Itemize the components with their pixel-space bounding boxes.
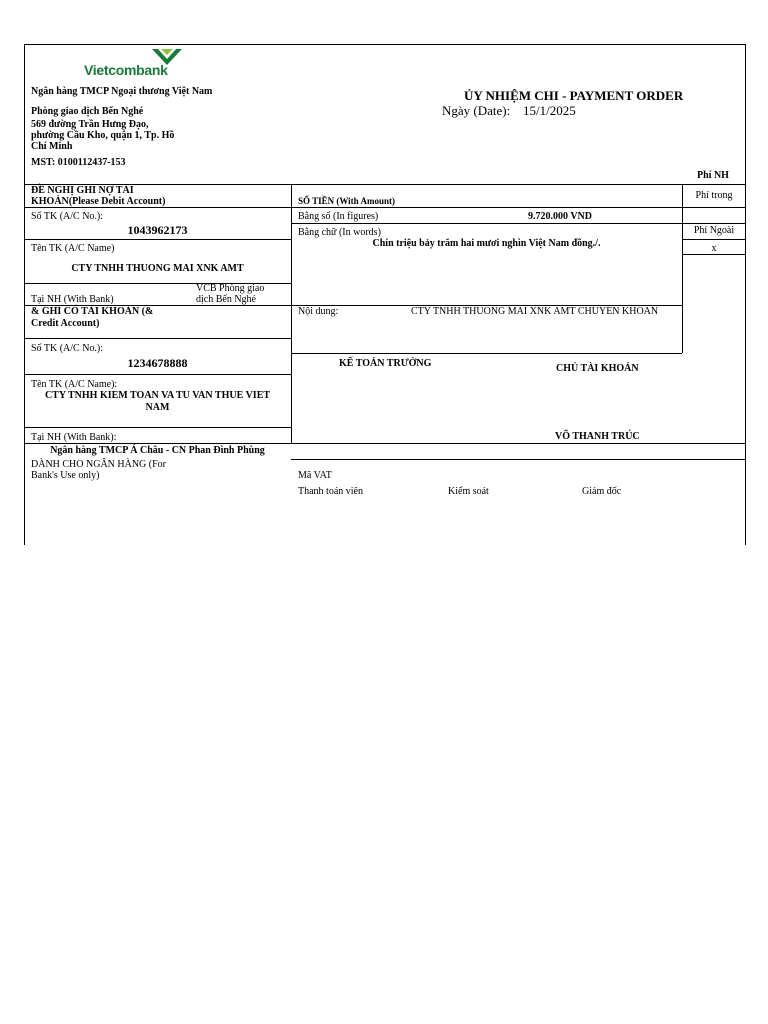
grid-line [291,184,292,443]
bank-tax-code: MST: 0100112437-153 [31,157,126,168]
debit-header-line-2: KHOẢN(Please Debit Account) [31,196,166,207]
amount-words-label: Bằng chữ (In words) [298,227,381,238]
bank-branch: Phòng giao dịch Bến Nghé [31,106,144,117]
bank-use-label-line-2: Bank's Use only) [31,470,100,481]
date-value: 15/1/2025 [523,103,576,118]
debit-header-line-1: ĐỀ NGHỊ GHI NỢ TÀI [31,185,134,196]
credit-bank-value: Ngân hàng TMCP Á Châu - CN Phan Đình Phùng [50,445,265,456]
grid-line [24,239,291,240]
debit-account-number: 1043962173 [127,223,188,237]
bank-name: Ngân hàng TMCP Ngoại thương Việt Nam [31,86,213,97]
credit-name-label: Tên TK (A/C Name): [31,379,118,390]
amount-figures-label: Bằng số (In figures) [298,211,379,222]
grid-line [291,353,682,354]
debit-account-name: CTY TNHH THUONG MAI XNK AMT [71,263,244,274]
grid-line [24,207,746,208]
account-holder-name: VÕ THANH TRÚC [555,431,640,442]
bank-address-line-2: phường Cầu Kho, quận 1, Tp. Hồ [31,130,175,141]
grid-line [24,443,746,444]
logo-text: Vietcombank [84,62,168,78]
frame-top-border [24,44,746,45]
frame-left-border [24,44,25,545]
grid-line [24,338,291,339]
content-label: Nội dung: [298,306,339,317]
bank-use-label-line-1: DÀNH CHO NGÂN HÀNG (For [31,459,166,470]
grid-line [682,254,746,255]
grid-line [682,239,746,240]
debit-account-label: Số TK (A/C No.): [31,211,104,222]
bank-address-line-1: 569 đường Trần Hưng Đạo, [31,119,149,130]
director-label: Giám đốc [582,486,622,497]
fee-outside: Phí Ngoài [693,225,735,236]
debit-bank-label: Tại NH (With Bank) [31,294,114,305]
credit-bank-label: Tại NH (With Bank): [31,432,117,443]
grid-line [291,223,746,224]
grid-line [24,374,291,375]
credit-account-label: Số TK (A/C No.): [31,343,104,354]
vietcombank-logo [84,47,184,77]
credit-account-number: 1234678888 [127,356,188,370]
content-value: CTY TNHH THUONG MAI XNK AMT CHUYEN KHOAN [411,306,659,317]
fee-outside-mark: x [711,243,717,254]
bank-address-line-3: Chí Minh [31,141,73,152]
credit-account-name-line-1: CTY TNHH KIEM TOAN VA TU VAN THUE VIET [44,390,271,401]
credit-header-line-2: Credit Account) [31,318,100,329]
amount-figures-value: 9.720.000 VND [528,211,592,222]
credit-header-line-1: & GHI CÓ TÀI KHOẢN (& [31,306,154,317]
debit-bank-value-line-1: VCB Phòng giao [196,283,265,294]
frame-right-border [745,44,746,545]
amount-header: SỐ TIỀN (With Amount) [298,196,395,206]
grid-line [24,427,291,428]
debit-bank-value-line-2: dịch Bến Nghé [196,294,256,305]
account-holder-label: CHỦ TÀI KHOẢN [556,363,639,374]
fee-header: Phí NH [697,170,729,181]
controller-label: Kiểm soát [448,486,489,497]
teller-label: Thanh toán viên [298,486,363,497]
credit-account-name-line-2: NAM [145,402,170,413]
vat-code-label: Mã VAT [298,470,332,481]
grid-line [291,459,746,460]
fee-inside: Phí trong [695,190,733,201]
grid-line [682,184,683,353]
chief-accountant-label: KẾ TOÁN TRƯỞNG [339,358,432,369]
debit-name-label: Tên TK (A/C Name) [31,243,115,254]
amount-words-value: Chín triệu bảy trăm hai mươi nghìn Việt Nam đồng./. [372,238,601,249]
date-label: Ngày (Date): [442,103,511,118]
page-title: ỦY NHIỆM CHI - PAYMENT ORDER [464,88,684,103]
